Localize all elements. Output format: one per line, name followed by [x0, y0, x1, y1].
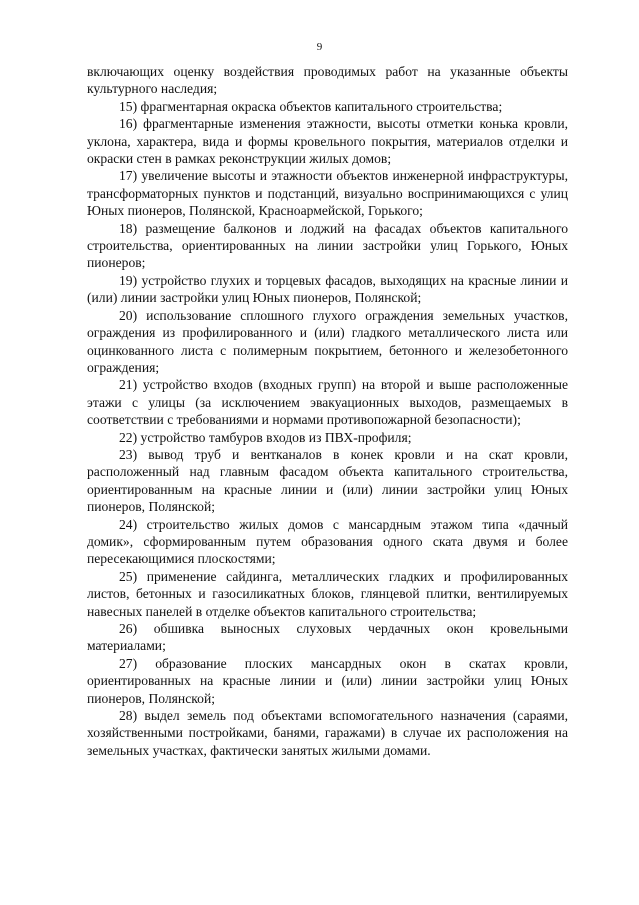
list-item-16: 16) фрагментарные изменения этажности, высоты отметки конька кровли, уклона, характера, вида и формы кровельного покрытия, материалов отделки и окраски стен в рамках реконструкции жилых домов; [87, 116, 568, 167]
list-item-26: 26) обшивка выносных слуховых чердачных окон кровельными материалами; [87, 621, 568, 654]
list-item-21: 21) устройство входов (входных групп) на второй и выше расположенные этажи с улицы (за исключением эвакуационных выходов, размещаемых в соответствии с требованиями и нормами противопожарной безопасности); [87, 377, 568, 428]
page-number: 9 [316, 41, 323, 53]
list-item-22: 22) устройство тамбуров входов из ПВХ-профиля; [119, 429, 412, 445]
paragraph-continuation: включающих оценку воздействия проводимых работ на указанные объекты культурного наследия; [87, 64, 568, 97]
list-item-27: 27) образование плоских мансардных окон в скатах кровли, ориентированных на красные линии и (или) линии застройки улиц Юных пионеров, Полянской; [87, 655, 568, 706]
document-body [87, 63, 568, 759]
list-item-15: 15) фрагментарная окраска объектов капитального строительства; [119, 98, 503, 114]
list-item-18: 18) размещение балконов и лоджий на фасадах объектов капитального строительства, ориентированных на линии застройки улиц Горького, Юных пионеров; [87, 220, 568, 271]
list-item-28: 28) выдел земель под объектами вспомогательного назначения (сараями, хозяйственными постройками, банями, гаражами) в случае их расположения на земельных участках, фактически занятых жилыми домами. [87, 708, 568, 758]
list-item-19: 19) устройство глухих и торцевых фасадов, выходящих на красные линии и (или) линии застройки улиц Юных пионеров, Полянской; [87, 272, 568, 306]
list-item-24: 24) строительство жилых домов с мансардным этажом типа «дачный домик», сформированным путем образования одного ската двумя и более пересекающимися плоскостями; [87, 516, 568, 567]
list-item-23: 23) вывод труб и вентканалов в конек кровли и на скат кровли, расположенный над главным фасадом объекта капитального строительства, ориентированным на красные линии и (или) линии застройки улиц Юных пионеров, Полянской; [87, 446, 568, 515]
list-item-25: 25) применение сайдинга, металлических гладких и профилированных листов, бетонных и газосиликатных блоков, глянцевой плитки, вентилируемых навесных панелей в отделке объектов капитального строительства; [87, 568, 568, 619]
list-item-17: 17) увеличение высоты и этажности объектов инженерной инфраструктуры, трансформаторных пунктов и подстанций, визуально воспринимающихся с улиц Юных пионеров, Полянской, Красноармейской, Горького; [87, 168, 568, 219]
list-item-20: 20) использование сплошного глухого ограждения земельных участков, ограждения из профилированного и (или) гладкого металлического листа или оцинкованного листа с полимерным покрытием, бетонного и железобетонного ограждения; [87, 307, 568, 375]
